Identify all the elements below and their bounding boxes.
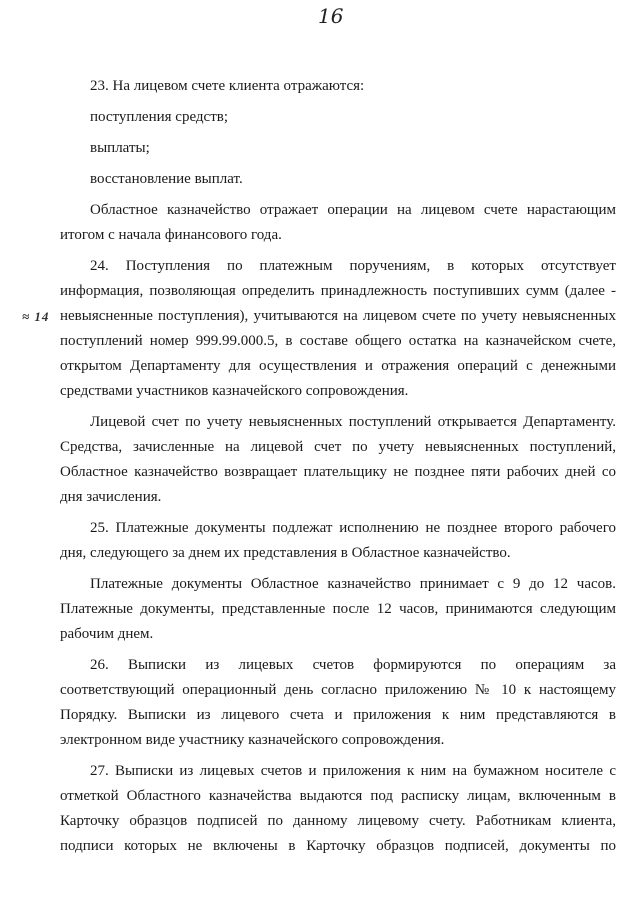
text-line: Платежные документы, представленные после 12 часов, принимаются следующим — [60, 601, 616, 617]
text-line: рабочим днем. — [60, 626, 154, 642]
margin-annotation: ≈ 14 — [22, 309, 50, 324]
text-line: электронном виде участнику казначейского сопровождения. — [60, 732, 445, 748]
text-line: средствами участников казначейского сопровождения. — [60, 383, 409, 399]
text-line: открытом Департаменту для осуществления и отражения операций с денежными — [60, 358, 616, 374]
text-line: итогом с начала финансового года. — [60, 227, 282, 243]
page-number: 16 — [318, 4, 344, 28]
text-line: Средства, зачисленные на лицевой счет по учету невыясненных поступлений, — [60, 439, 616, 455]
text-line: Лицевой счет по учету невыясненных поступлений открывается Департаменту. — [90, 414, 616, 430]
text-line: невыясненные поступления), учитываются на лицевом счете по учету невыясненных — [60, 308, 616, 324]
text-line: подписи которых не включены в Карточку образцов подписей, документы по — [60, 838, 616, 854]
text-line: отметкой Областного казначейства выдаются под расписку лицам, включенным в — [60, 788, 616, 804]
text-line: Областное казначейство возвращает плательщику не позднее пяти рабочих дней со — [60, 464, 616, 480]
text-line: Платежные документы Областное казначейство принимает с 9 до 12 часов. — [90, 576, 616, 592]
text-line: 26. Выписки из лицевых счетов формируются по операциям за — [90, 657, 616, 673]
text-line: Областное казначейство отражает операции на лицевом счете нарастающим — [90, 202, 616, 218]
text-line: Карточку образцов подписей по данному лицевому счету. Работникам клиента, — [60, 813, 616, 829]
text-line: 27. Выписки из лицевых счетов и приложения к ним на бумажном носителе с — [90, 763, 616, 779]
text-line: дня, следующего за днем их представления в Областное казначейство. — [60, 545, 511, 561]
text-line: Порядку. Выписки из лицевого счета и приложения к ним представляются в — [60, 707, 616, 723]
text-line: информация, позволяющая определить принадлежность поступивших сумм (далее - — [60, 283, 616, 299]
text-line: 24. Поступления по платежным поручениям, в которых отсутствует — [90, 258, 616, 274]
text-line: соответствующий операционный день согласно приложению № 10 к настоящему — [60, 682, 616, 698]
text-line: 25. Платежные документы подлежат исполнению не позднее второго рабочего — [90, 520, 616, 536]
text-line: поступления средств; — [90, 109, 229, 125]
text-line: выплаты; — [90, 140, 150, 156]
text-line: 23. На лицевом счете клиента отражаются: — [90, 78, 365, 94]
text-line: восстановление выплат. — [90, 171, 243, 187]
text-line: поступлений номер 999.99.000.5, в составе общего остатка на казначейском счете, — [60, 333, 616, 349]
text-line: дня зачисления. — [60, 489, 162, 505]
document-body — [60, 74, 616, 859]
